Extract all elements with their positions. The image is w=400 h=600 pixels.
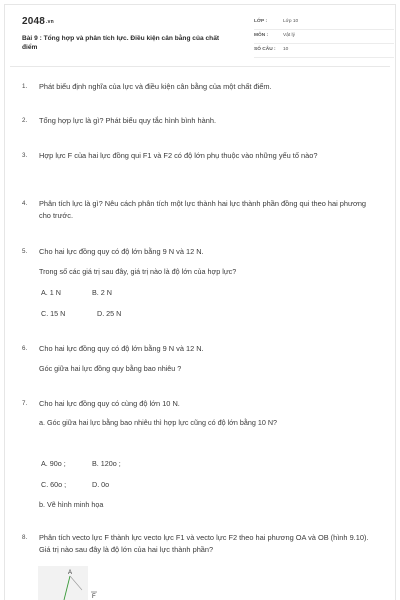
question-2 bbox=[22, 115, 382, 127]
meta-value: Vật lý bbox=[283, 33, 295, 38]
question-8 bbox=[22, 532, 382, 555]
question-text: Phân tích lực là gì? Nêu cách phân tích một lực thành hai lực thành phần đồng qui theo hai phương cho trước. bbox=[39, 199, 367, 220]
logo-suffix: .vn bbox=[46, 19, 54, 25]
meta-value: Lớp 10 bbox=[283, 19, 299, 24]
question-number: 5. bbox=[22, 248, 28, 255]
question-6 bbox=[22, 343, 382, 355]
answer-option[interactable]: A. 90o ; bbox=[41, 459, 66, 468]
question-7 bbox=[22, 398, 382, 410]
question-6-sub: Góc giữa hai lực đồng quy bằng bao nhiêu ? bbox=[39, 364, 182, 373]
answer-option[interactable]: B. 120o ; bbox=[92, 459, 121, 468]
figure-background bbox=[38, 566, 88, 600]
worksheet-header bbox=[22, 14, 382, 64]
answer-option[interactable]: A. 1 N bbox=[41, 288, 61, 297]
question-4 bbox=[22, 198, 382, 221]
page-border bbox=[4, 4, 396, 600]
answer-option[interactable]: B. 2 N bbox=[92, 288, 112, 297]
question-text: Hợp lực F của hai lực đồng qui F1 và F2 có độ lớn phụ thuộc vào những yếu tố nào? bbox=[39, 151, 318, 160]
question-number: 6. bbox=[22, 345, 28, 352]
question-text: Tổng hợp lực là gì? Phát biểu quy tắc hình bình hành. bbox=[39, 116, 217, 125]
question-7-sub: a. Góc giữa hai lực bằng bao nhiêu thì hợp lực cũng có độ lớn bằng 10 N? bbox=[39, 418, 278, 427]
answer-option[interactable]: D. 25 N bbox=[97, 309, 122, 318]
question-number: 8. bbox=[22, 534, 28, 541]
answer-option[interactable]: C. 60o ; bbox=[41, 480, 67, 489]
question-5 bbox=[22, 246, 382, 258]
lesson-title: Bài 9 : Tổng hợp và phân tích lực. Điều kiện cân bằng của chất điểm bbox=[22, 35, 220, 51]
question-number: 7. bbox=[22, 400, 28, 407]
meta-key: LỚP : bbox=[254, 19, 268, 24]
site-logo[interactable] bbox=[22, 16, 54, 27]
question-text: Phát biểu định nghĩa của lực và điều kiện cân bằng của một chất điểm. bbox=[39, 82, 272, 91]
question-1 bbox=[22, 81, 382, 93]
meta-key: SỐ CÂU : bbox=[254, 47, 276, 52]
answer-option[interactable]: D. 0o bbox=[92, 480, 110, 489]
label-a: A bbox=[68, 570, 73, 576]
meta-value: 10 bbox=[283, 47, 289, 52]
meta-panel bbox=[254, 16, 394, 58]
meta-row-subject bbox=[254, 30, 394, 44]
meta-key: MÔN : bbox=[254, 33, 269, 38]
question-text: Cho hai lực đồng quy có độ lớn bằng 9 N và 12 N. bbox=[39, 247, 204, 256]
question-7-sub2: b. Vẽ hình minh họa bbox=[39, 500, 104, 509]
answer-option[interactable]: C. 15 N bbox=[41, 309, 66, 318]
header-divider bbox=[10, 66, 390, 67]
meta-row-count bbox=[254, 44, 394, 58]
question-text: Phân tích vecto lực F thành lực vecto lực F1 và vecto lực F2 theo hai phương OA và OB (hình 9.10). Giá trị nào sau đây là độ lớn của hai lực thành phần? bbox=[39, 533, 369, 554]
force-diagram bbox=[36, 560, 156, 600]
question-text: Cho hai lực đồng quy có cùng độ lớn 10 N. bbox=[39, 399, 180, 408]
question-5-sub: Trong số các giá trị sau đây, giá trị nào là độ lớn của hợp lực? bbox=[39, 267, 237, 276]
question-number: 2. bbox=[22, 117, 28, 124]
question-3 bbox=[22, 150, 382, 162]
meta-row-class bbox=[254, 16, 394, 30]
question-text: Cho hai lực đồng quy có độ lớn bằng 9 N và 12 N. bbox=[39, 344, 204, 353]
label-f: F bbox=[92, 594, 96, 600]
question-number: 4. bbox=[22, 200, 28, 207]
logo-text: 2048 bbox=[22, 16, 46, 27]
question-number: 1. bbox=[22, 83, 28, 90]
question-number: 3. bbox=[22, 152, 28, 159]
